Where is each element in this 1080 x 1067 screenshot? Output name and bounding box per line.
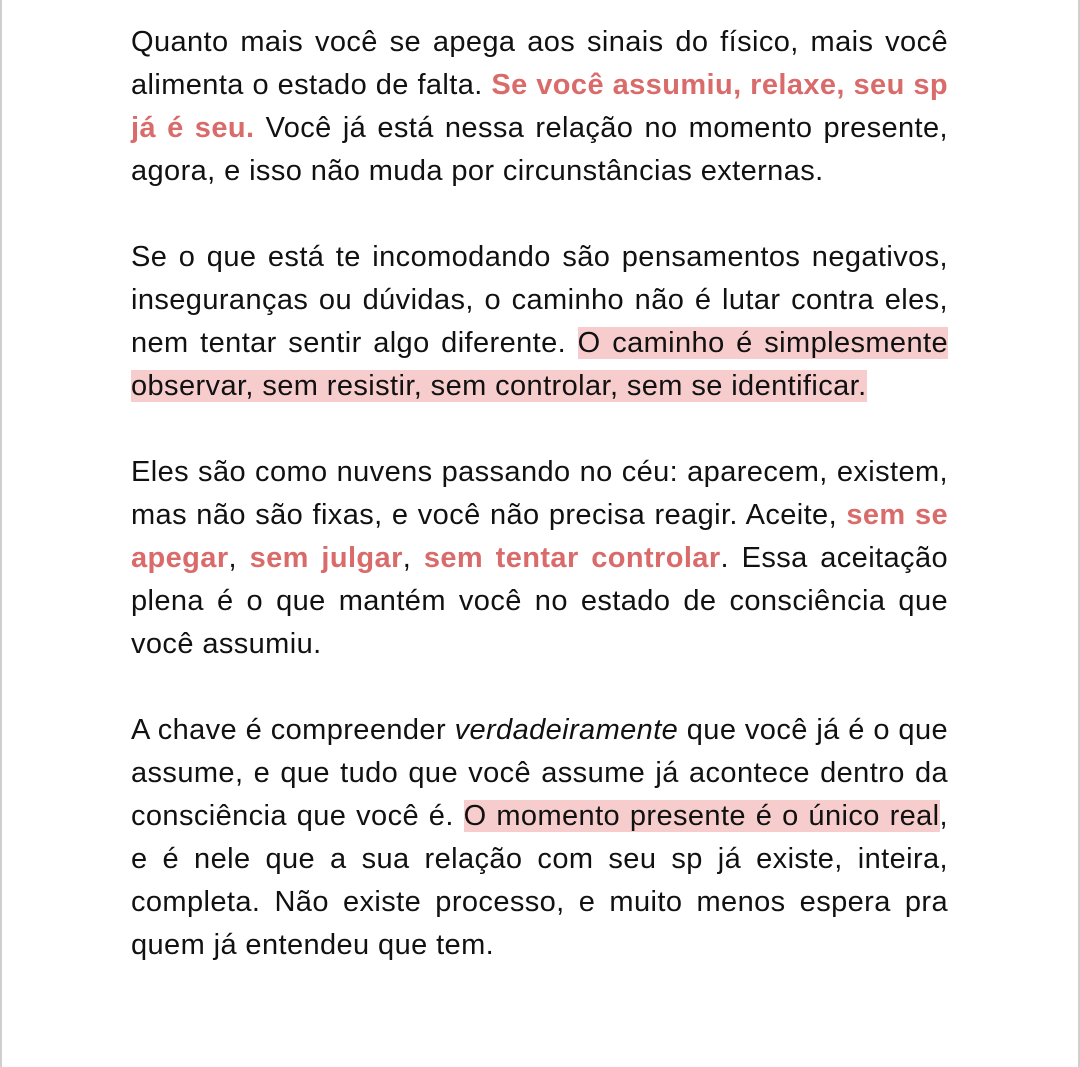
emphasis-text: sem julgar — [249, 542, 403, 574]
page-left-edge — [0, 0, 2, 1067]
paragraph-2-text: Se o que está te incomodando são pensamentos negativos, inseguranças ou dúvidas, o caminho não é lutar contra eles, nem tentar sentir algo diferente. — [131, 241, 948, 359]
separator-text: , — [402, 542, 424, 574]
italic-text: verdadeiramente — [454, 714, 679, 746]
highlighted-text: O momento presente é o único real — [463, 800, 940, 832]
separator-text: , — [228, 542, 250, 574]
paragraph-4-text-end: , e é nele que a sua relação com seu sp já existe, inteira, completa. Não existe processo, e muito menos espera pra quem já entendeu que tem. — [131, 800, 948, 961]
emphasis-text: Se você assumiu, relaxe, seu sp já é seu. — [131, 69, 948, 144]
paragraph-2 — [131, 236, 948, 408]
paragraph-4 — [131, 709, 948, 967]
paragraph-4-text-mid: que você já é o que assume, e que tudo que você assume já acontece dentro da consciência que você é. — [131, 714, 949, 832]
paragraph-1-text-end: Você já está nessa relação no momento presente, agora, e isso não muda por circunstâncias externas. — [131, 112, 948, 187]
paragraph-3-text: Eles são como nuvens passando no céu: aparecem, existem, mas não são fixas, e você não precisa reagir. Aceite, — [131, 456, 948, 531]
highlighted-text: O caminho é simplesmente observar, sem resistir, sem controlar, sem se identificar. — [131, 327, 948, 402]
document-body — [131, 21, 948, 967]
emphasis-text: sem tentar controlar — [423, 542, 721, 574]
paragraph-4-text: A chave é compreender — [131, 714, 455, 746]
paragraph-3 — [131, 451, 948, 666]
paragraph-1-text: Quanto mais você se apega aos sinais do físico, mais você alimenta o estado de falta. — [131, 26, 948, 101]
emphasis-text: sem se apegar — [131, 499, 948, 574]
paragraph-3-text-end: . Essa aceitação plena é o que mantém você no estado de consciência que você assumiu. — [131, 542, 948, 660]
paragraph-1 — [131, 21, 948, 193]
